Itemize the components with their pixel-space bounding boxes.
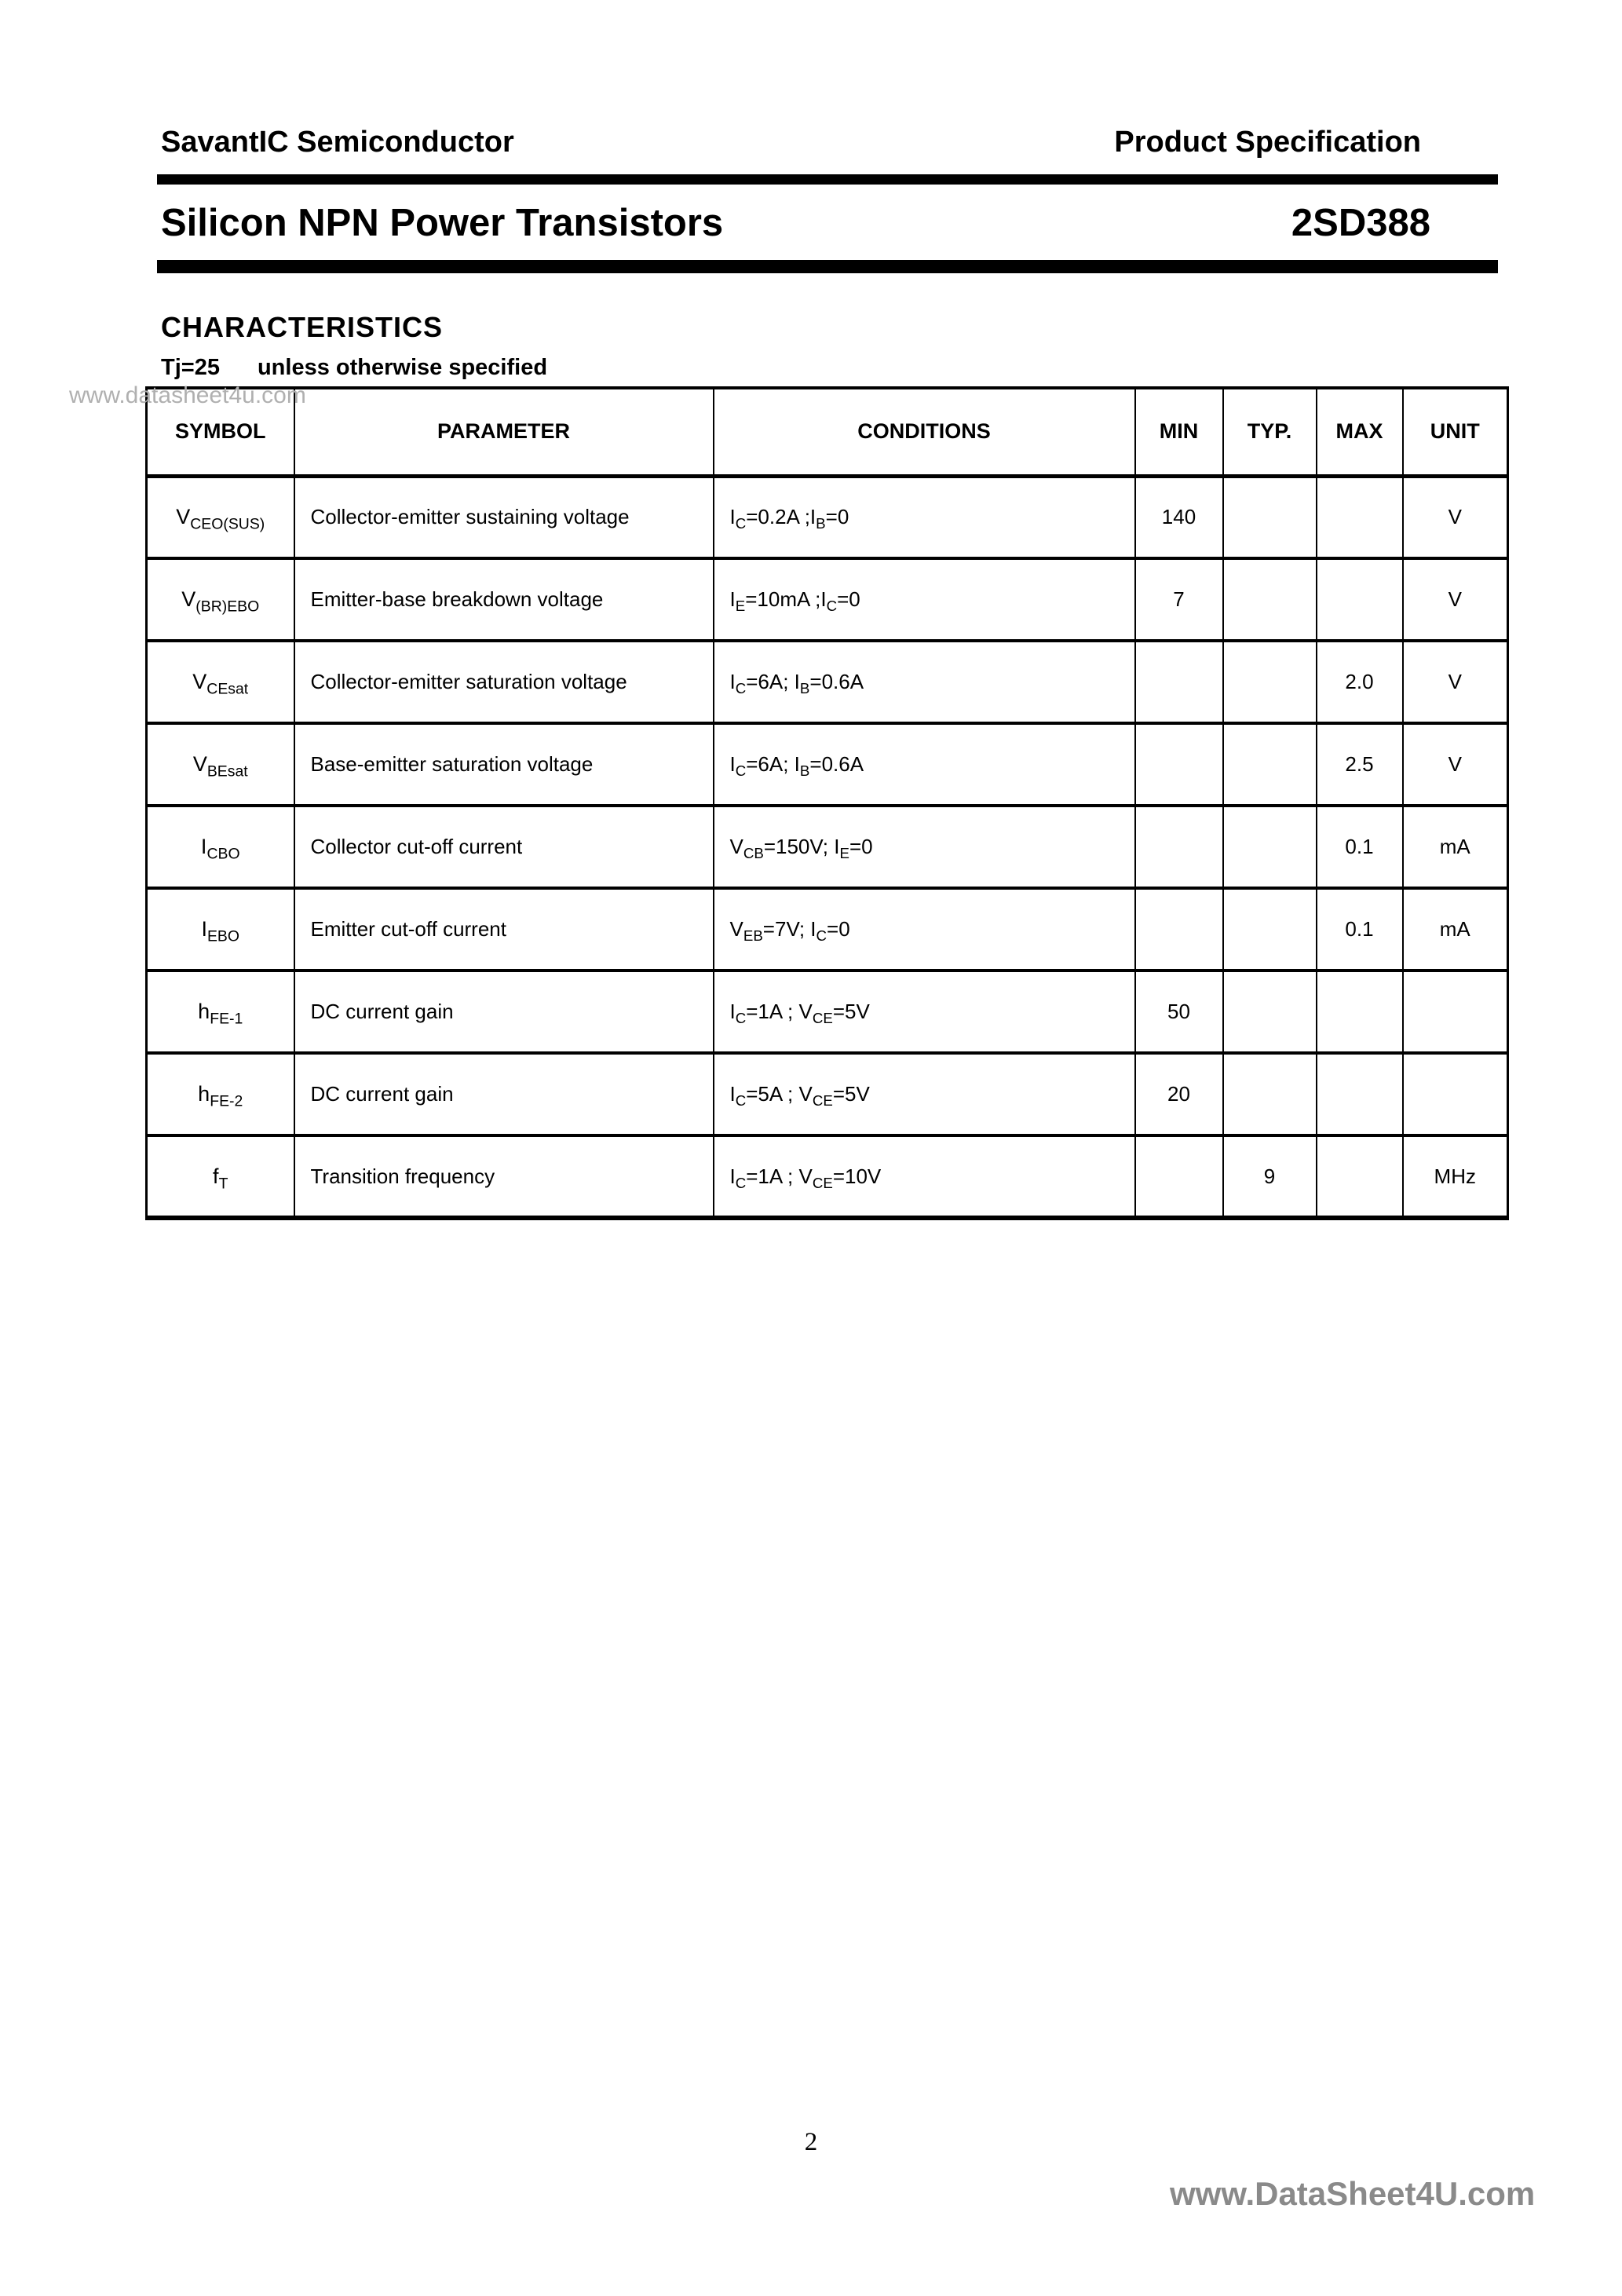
cell-parameter: Collector-emitter sustaining voltage: [294, 476, 714, 558]
cell-typ: [1223, 558, 1317, 641]
cell-min: [1135, 888, 1223, 971]
table-row: [147, 971, 1508, 1053]
cell-typ: [1223, 1053, 1317, 1135]
test-condition-suffix: unless otherwise specified: [257, 355, 548, 380]
table-row: [147, 476, 1508, 558]
column-header: MIN: [1135, 388, 1223, 476]
cell-symbol: $f_T$: [147, 1135, 294, 1218]
cell-conditions: $I_C=1A$ ; $V_{CE}=5V$: [714, 971, 1135, 1053]
column-header: SYMBOL: [147, 388, 294, 476]
cell-typ: 9: [1223, 1135, 1317, 1218]
cell-conditions: $V_{EB}=7V$; $I_C=0$: [714, 888, 1135, 971]
cell-symbol: $V_{(BR)EBO}$: [147, 558, 294, 641]
cell-max: 0.1: [1317, 888, 1403, 971]
cell-max: 2.0: [1317, 641, 1403, 723]
section-heading: CHARACTERISTICS: [161, 311, 444, 343]
test-condition-note: [161, 355, 547, 381]
cell-min: 50: [1135, 971, 1223, 1053]
cell-typ: [1223, 476, 1317, 558]
table-row: [147, 806, 1508, 888]
cell-unit: V: [1403, 558, 1508, 641]
cell-min: [1135, 806, 1223, 888]
cell-parameter: Collector-emitter saturation voltage: [294, 641, 714, 723]
cell-min: 140: [1135, 476, 1223, 558]
company-name: SavantIC Semiconductor: [161, 126, 514, 159]
cell-typ: [1223, 888, 1317, 971]
doc-type-label: Product Specification: [1114, 126, 1421, 159]
cell-conditions: $I_C=0.2A$ $;I_B=0$: [714, 476, 1135, 558]
characteristics-table: [145, 386, 1509, 1220]
cell-parameter: DC current gain: [294, 971, 714, 1053]
cell-symbol: $V_{CEsat}$: [147, 641, 294, 723]
cell-parameter: Emitter cut-off current: [294, 888, 714, 971]
cell-symbol: $V_{CEO(SUS)}$: [147, 476, 294, 558]
cell-max: [1317, 476, 1403, 558]
column-header: CONDITIONS: [714, 388, 1135, 476]
cell-parameter: Emitter-base breakdown voltage: [294, 558, 714, 641]
cell-conditions: $I_E=10mA$ $;I_C=0$: [714, 558, 1135, 641]
cell-min: 7: [1135, 558, 1223, 641]
table-row: [147, 1053, 1508, 1135]
cell-unit: mA: [1403, 806, 1508, 888]
watermark-bottom-right: www.DataSheet4U.com: [1170, 2175, 1536, 2212]
test-condition-prefix: Tj=25: [161, 355, 220, 380]
watermark-top-left: www.datasheet4u.com: [69, 382, 306, 408]
cell-min: 20: [1135, 1053, 1223, 1135]
cell-unit: mA: [1403, 888, 1508, 971]
cell-max: [1317, 1053, 1403, 1135]
header-rule-bar: [157, 174, 1498, 185]
cell-symbol: $V_{BEsat}$: [147, 723, 294, 806]
table-row: [147, 558, 1508, 641]
cell-max: [1317, 971, 1403, 1053]
cell-typ: [1223, 806, 1317, 888]
cell-unit: MHz: [1403, 1135, 1508, 1218]
table-row: [147, 888, 1508, 971]
cell-unit: V: [1403, 476, 1508, 558]
cell-parameter: Collector cut-off current: [294, 806, 714, 888]
cell-symbol: $h_{FE-2}$: [147, 1053, 294, 1135]
cell-conditions: $I_C=5A$ ; $V_{CE}=5V$: [714, 1053, 1135, 1135]
table-row: [147, 723, 1508, 806]
page-title: Silicon NPN Power Transistors: [161, 202, 724, 244]
column-header: PARAMETER: [294, 388, 714, 476]
title-rule-bar: [157, 260, 1498, 273]
cell-conditions: $I_C=6A$; $I_B=0.6A$: [714, 723, 1135, 806]
cell-parameter: Base-emitter saturation voltage: [294, 723, 714, 806]
column-header: TYP.: [1223, 388, 1317, 476]
cell-min: [1135, 1135, 1223, 1218]
cell-min: [1135, 723, 1223, 806]
cell-unit: [1403, 1053, 1508, 1135]
cell-parameter: Transition frequency: [294, 1135, 714, 1218]
cell-unit: [1403, 971, 1508, 1053]
cell-max: 0.1: [1317, 806, 1403, 888]
cell-symbol: $h_{FE-1}$: [147, 971, 294, 1053]
cell-max: [1317, 1135, 1403, 1218]
cell-typ: [1223, 971, 1317, 1053]
cell-unit: V: [1403, 641, 1508, 723]
table-row: [147, 1135, 1508, 1218]
cell-conditions: $V_{CB}=150V$; $I_E=0$: [714, 806, 1135, 888]
cell-symbol: $I_{EBO}$: [147, 888, 294, 971]
column-header: MAX: [1317, 388, 1403, 476]
cell-conditions: $I_C=1A$ ; $V_{CE}=10V$: [714, 1135, 1135, 1218]
cell-min: [1135, 641, 1223, 723]
cell-typ: [1223, 641, 1317, 723]
cell-max: [1317, 558, 1403, 641]
part-number: 2SD388: [1291, 202, 1430, 244]
column-header: UNIT: [1403, 388, 1508, 476]
cell-parameter: DC current gain: [294, 1053, 714, 1135]
table-body: [147, 476, 1508, 1218]
table-header-row: [147, 388, 1508, 476]
page-number: 2: [804, 2128, 818, 2156]
cell-unit: V: [1403, 723, 1508, 806]
cell-symbol: $I_{CBO}$: [147, 806, 294, 888]
cell-max: 2.5: [1317, 723, 1403, 806]
cell-conditions: $I_C=6A$; $I_B=0.6A$: [714, 641, 1135, 723]
table-row: [147, 641, 1508, 723]
cell-typ: [1223, 723, 1317, 806]
